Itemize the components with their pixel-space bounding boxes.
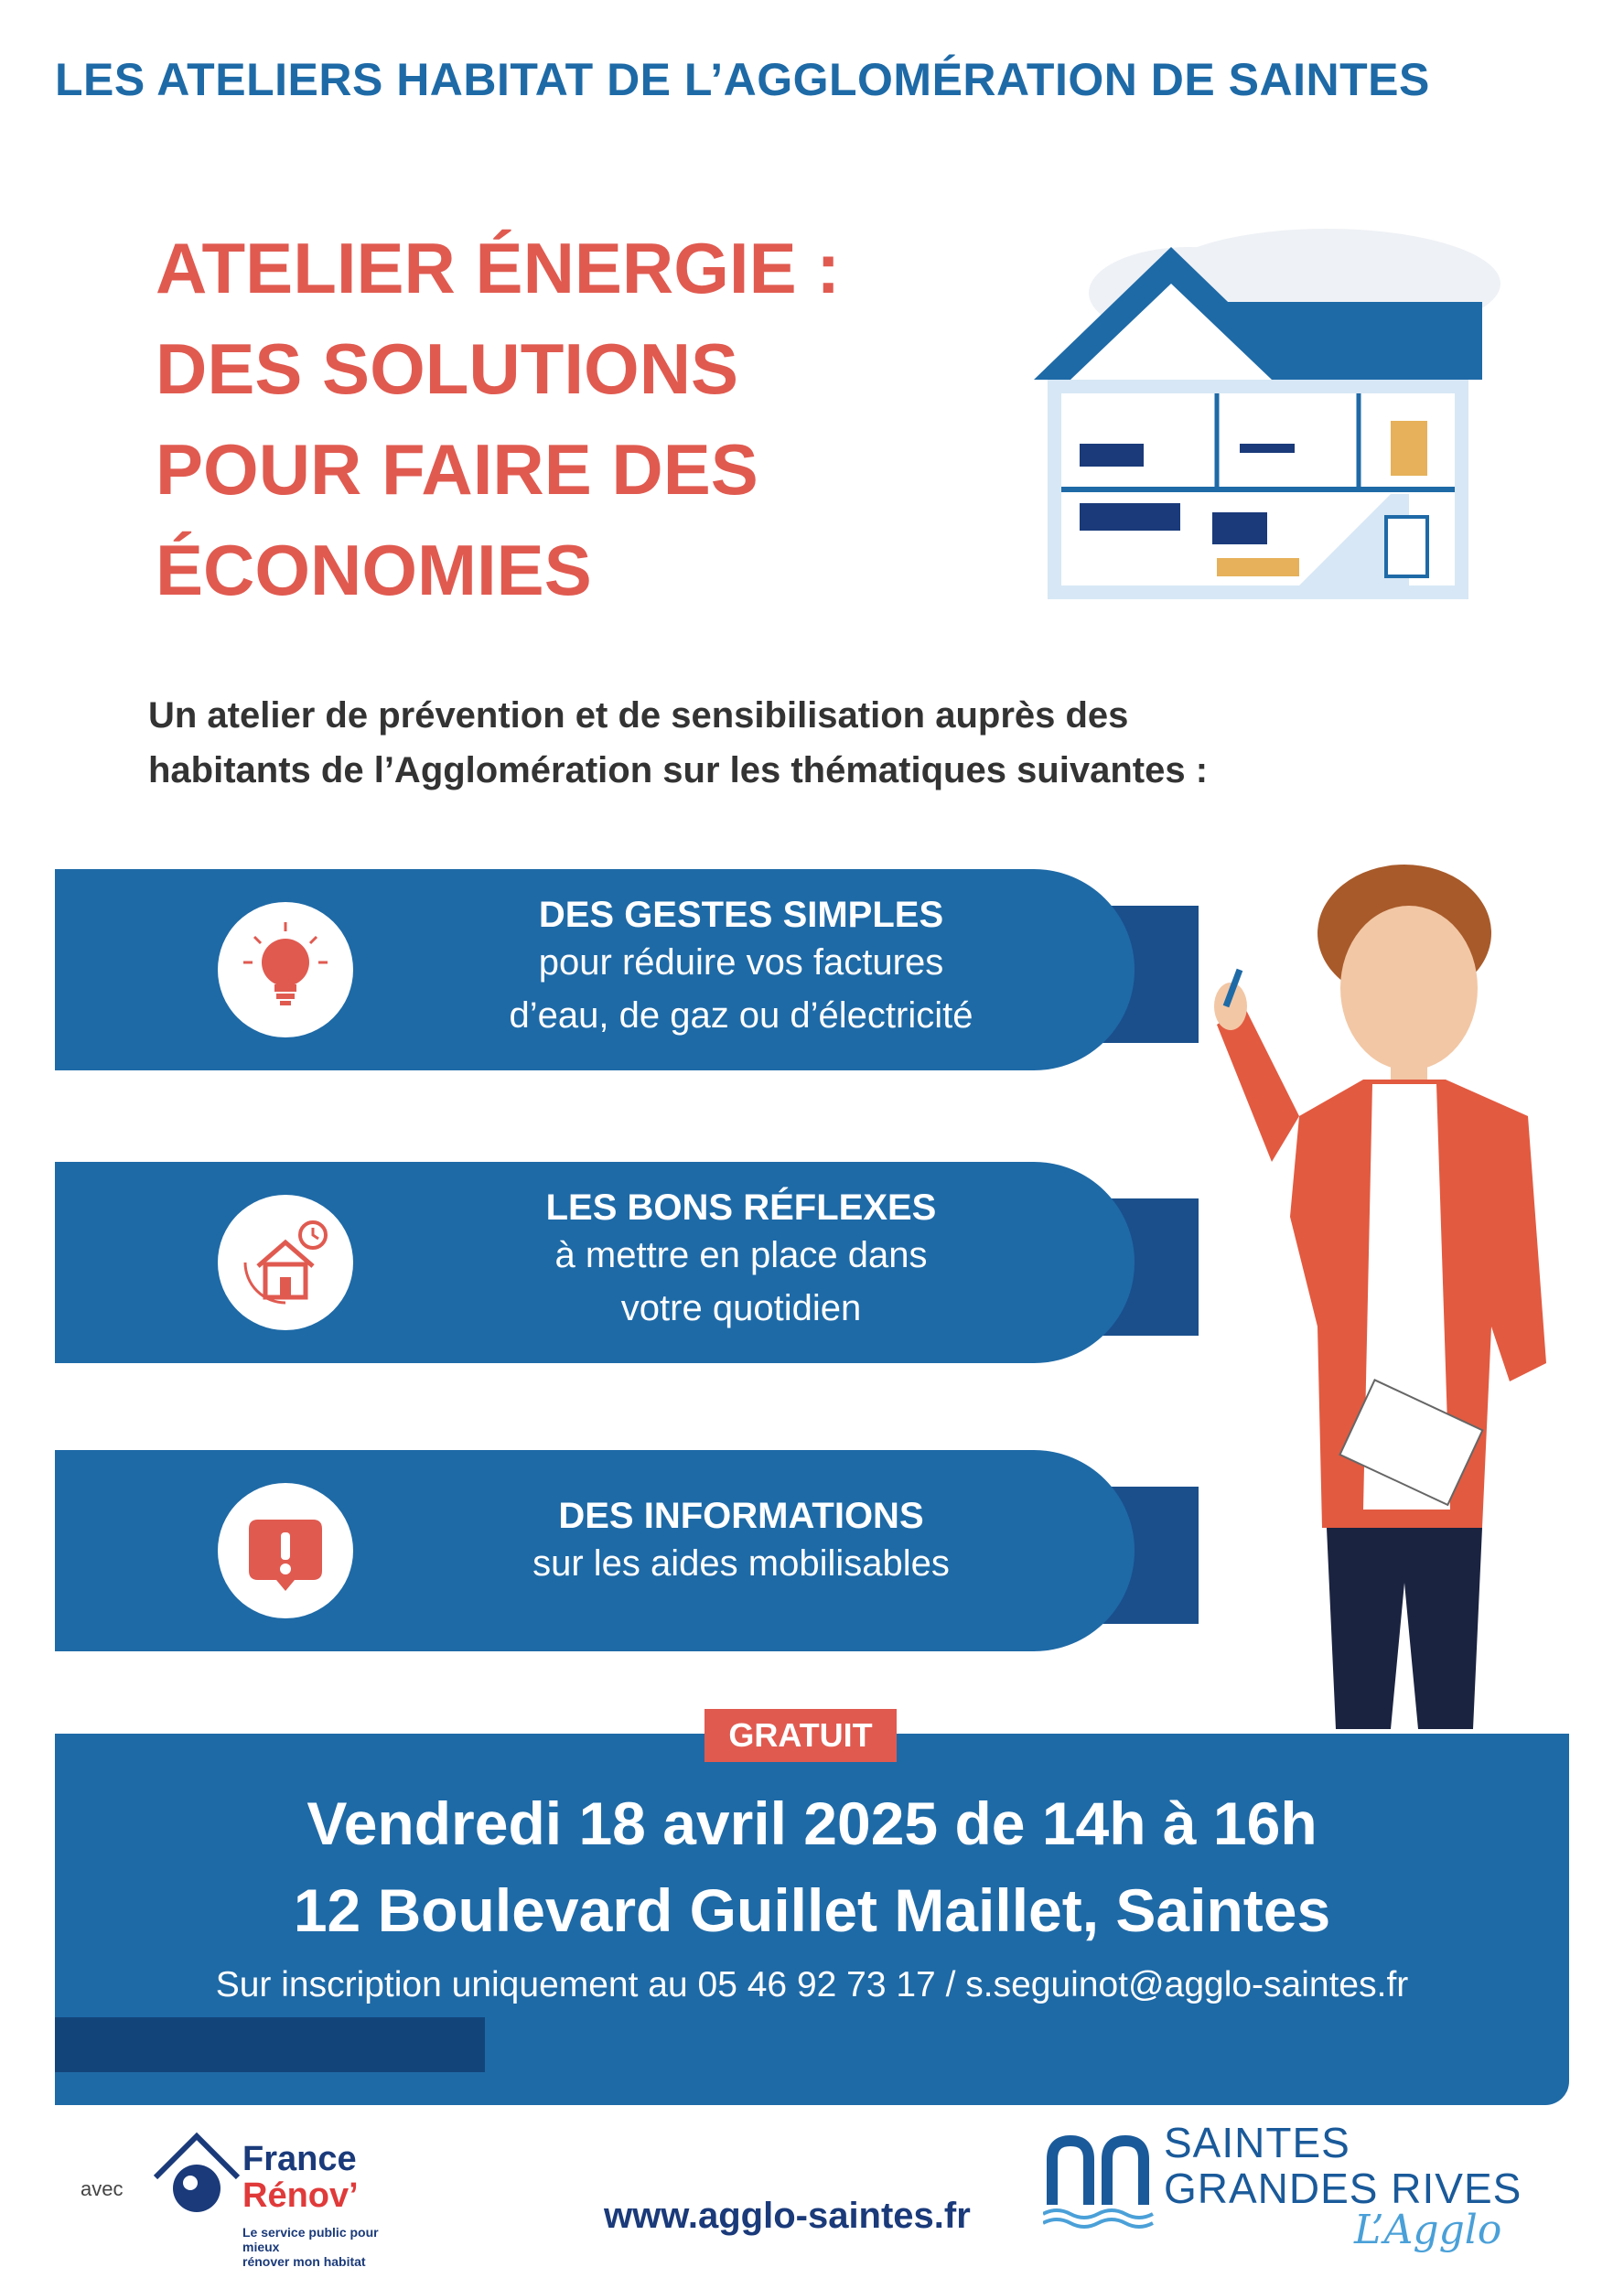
item-text: à mettre en place dans (554, 1235, 928, 1275)
sgr-logo-line: GRANDES RIVES (1164, 2165, 1522, 2212)
house-illustration (1006, 210, 1519, 613)
intro-line: Un atelier de prévention et de sensibilisation auprès des (148, 695, 1129, 736)
banner-curve (55, 2081, 1569, 2105)
item-text: d’eau, de gaz ou d’électricité (509, 995, 973, 1036)
theme-item-reflexes (55, 1162, 1135, 1363)
france-renov-logo-icon (146, 2122, 247, 2223)
registration-info: Sur inscription uniquement au 05 46 92 73 17 / s.seguinot@agglo-saintes.fr (215, 1965, 1409, 2004)
banner-accent (55, 2017, 485, 2072)
item-text: votre quotidien (620, 1288, 862, 1328)
saintes-grandes-rives-logo-icon (1043, 2122, 1162, 2232)
item-text: pour réduire vos factures (538, 942, 944, 983)
logo-france: France (242, 2140, 357, 2178)
logo-renov: Rénov’ (242, 2176, 359, 2215)
alert-bubble-icon (218, 1483, 353, 1618)
item-heading: LES BONS RÉFLEXES (545, 1187, 937, 1228)
page-title (156, 218, 979, 620)
avec-label: avec (81, 2177, 124, 2200)
title-line: ATELIER ÉNERGIE : (156, 228, 841, 308)
presenter-illustration (1144, 851, 1601, 1729)
lightbulb-icon (218, 902, 353, 1037)
france-renov-tagline (242, 2225, 389, 2269)
tagline-line: Le service public pour mieux (242, 2225, 379, 2254)
title-line: POUR FAIRE DES (156, 429, 758, 510)
free-badge: GRATUIT (704, 1709, 897, 1762)
item-heading: DES GESTES SIMPLES (538, 895, 944, 935)
item-text: sur les aides mobilisables (532, 1543, 950, 1584)
item-heading: DES INFORMATIONS (558, 1496, 924, 1536)
intro-text (148, 688, 1429, 798)
title-line: ÉCONOMIES (156, 530, 592, 610)
header-title: LES ATELIERS HABITAT DE L’AGGLOMÉRATION DE SAINTES (55, 54, 1430, 105)
tagline-line: rénover mon habitat (242, 2254, 366, 2269)
france-renov-logo (242, 2141, 359, 2214)
event-address: 12 Boulevard Guillet Maillet, Saintes (293, 1876, 1331, 1944)
theme-item-gestes (55, 869, 1135, 1070)
house-clock-icon (218, 1195, 353, 1330)
theme-item-informations (55, 1450, 1135, 1651)
sgr-logo-agglo: L’Agglo (1354, 2207, 1502, 2253)
website-link[interactable]: www.agglo-saintes.fr (604, 2196, 971, 2236)
sgr-logo-line: SAINTES (1164, 2119, 1350, 2166)
intro-line: habitants de l’Agglomération sur les thématiques suivantes : (148, 750, 1209, 790)
event-date: Vendredi 18 avril 2025 de 14h à 16h (307, 1789, 1317, 1857)
title-line: DES SOLUTIONS (156, 328, 739, 409)
